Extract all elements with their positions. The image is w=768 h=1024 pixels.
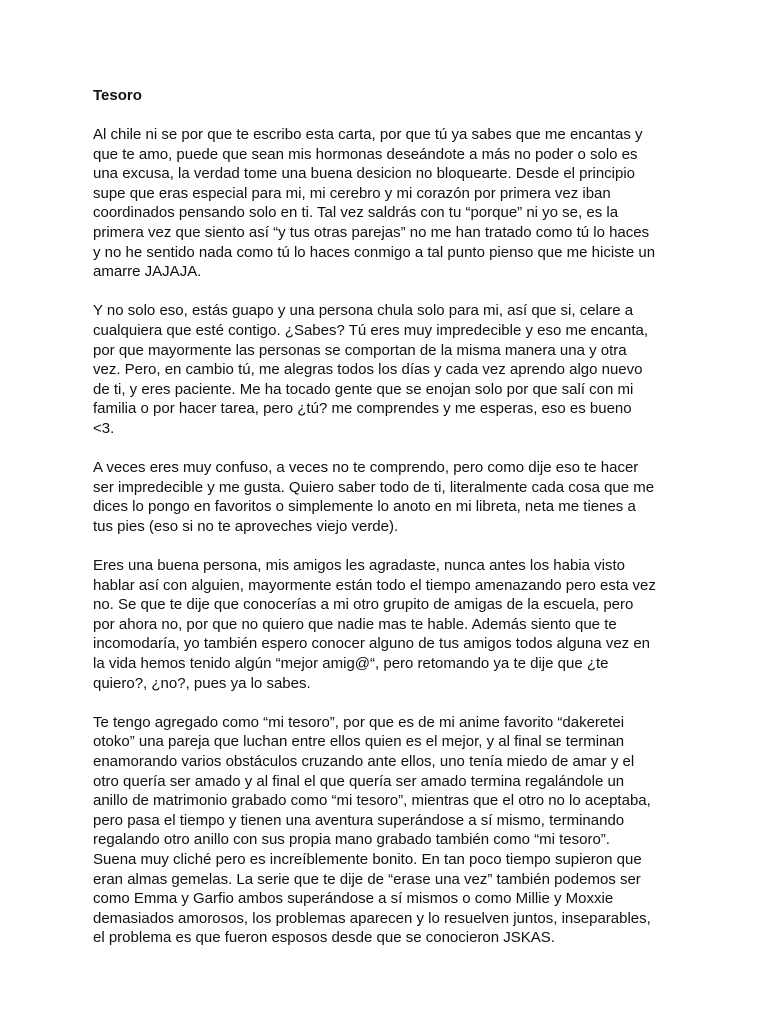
text-line: ser impredecible y me gusta. Quiero saber todo de ti, literalmente cada cosa que me	[93, 478, 655, 496]
text-line: vez. Pero, en cambio tú, me alegras todos los días y cada vez aprendo algo nuevo	[93, 361, 643, 379]
text-line: eran almas gemelas. La serie que te dije de “erase una vez” también podemos ser	[93, 870, 641, 888]
text-line: otro quería ser amado y al final el que quería ser amado termina regalándole un	[93, 772, 625, 790]
text-line: supe que eras especial para mi, mi cerebro y mi corazón por primera vez iban	[93, 184, 611, 202]
text-line: Al chile ni se por que te escribo esta carta, por que tú ya sabes que me encantas y	[93, 126, 643, 143]
text-line: demasiados amorosos, los problemas aparecen y lo resuelven juntos, inseparables,	[93, 909, 651, 927]
text-line: Te tengo agregado como “mi tesoro”, por que es de mi anime favorito “dakeretei	[93, 713, 625, 731]
text-line: incomodaría, yo también espero conocer alguno de tus amigos todos alguna vez en	[93, 635, 651, 653]
paragraph-4	[93, 556, 678, 693]
text-line: quiero?, ¿no?, pues ya lo sabes.	[93, 674, 311, 692]
document-page	[93, 86, 678, 968]
text-line: A veces eres muy confuso, a veces no te comprendo, pero como dije eso te hacer	[93, 459, 639, 477]
text-line: dices lo pongo en favoritos o simplemente lo anoto en mi libreta, neta me tienes a	[93, 498, 636, 516]
text-line: el problema es que fueron esposos desde que se conocieron JSKAS.	[93, 929, 555, 947]
paragraph-5	[93, 713, 678, 948]
text-line: una excusa, la verdad tome una buena desicion no bloquearte. Desde el principio	[93, 165, 636, 183]
text-line: pero pasa el tiempo y tienen una aventura superándose a sí mismo, terminando	[93, 811, 625, 829]
text-line: familia o por hacer tarea, pero ¿tú? me comprendes y me esperas, eso es bueno	[93, 400, 632, 418]
text-line: de ti, y eres paciente. Me ha tocado gente que se enojan solo por que salí con mi	[93, 380, 634, 398]
text-line: como Emma y Garfio ambos superándose a sí mismos o como Millie y Moxxie	[93, 890, 614, 908]
text-line: Suena muy cliché pero es increíblemente bonito. En tan poco tiempo supieron que	[93, 850, 642, 868]
text-line: que te amo, puede que sean mis hormonas deseándote a más no poder o solo es	[93, 145, 638, 163]
text-line: Eres una buena persona, mis amigos les agradaste, nunca antes los habia visto	[93, 557, 625, 575]
document-title: Tesoro	[93, 87, 142, 104]
text-line: coordinados pensando solo en ti. Tal vez saldrás con tu “porque” ni yo se, es la	[93, 204, 619, 222]
text-line: regalando otro anillo con sus propia mano grabado también como “mi tesoro”.	[93, 831, 610, 849]
text-line: cualquiera que esté contigo. ¿Sabes? Tú eres muy impredecible y eso me encanta,	[93, 321, 649, 339]
text-line: Y no solo eso, estás guapo y una persona chula solo para mi, así que si, celare a	[93, 302, 634, 320]
text-line: no. Se que te dije que conocerías a mi otro grupito de amigas de la escuela, pero	[93, 596, 634, 614]
paragraph-2	[93, 301, 678, 438]
text-line: amarre JAJAJA.	[93, 263, 202, 281]
text-line: hablar así con alguien, mayormente están todo el tiempo amenazando pero esta vez	[93, 576, 656, 594]
text-line: anillo de matrimonio grabado como “mi tesoro”, mientras que el otro no lo aceptaba,	[93, 792, 651, 810]
text-line: primera vez que siento así “y tus otras parejas” no me han tratado como tú lo haces	[93, 223, 650, 241]
paragraph-3	[93, 458, 678, 536]
text-line: y no he sentido nada como tú lo haces conmigo a tal punto pienso que me hiciste un	[93, 243, 656, 261]
text-line: por que mayormente las personas se comportan de la misma manera una y otra	[93, 341, 627, 359]
text-line: por ahora no, por que no quiero que nadie mas te hable. Además siento que te	[93, 615, 617, 633]
text-line: enamorando varios obstáculos cruzando ante ellos, uno tenía miedo de amar y el	[93, 753, 635, 770]
text-line: tus pies (eso si no te aproveches viejo verde).	[93, 517, 399, 535]
text-line: otoko” una pareja que luchan entre ellos quien es el mejor, y al final se terminan	[93, 733, 625, 751]
text-line: <3.	[93, 419, 115, 437]
text-line: la vida hemos tenido algún “mejor amig@“, pero retomando ya te dije que ¿te	[93, 655, 609, 673]
paragraph-1	[93, 125, 678, 282]
